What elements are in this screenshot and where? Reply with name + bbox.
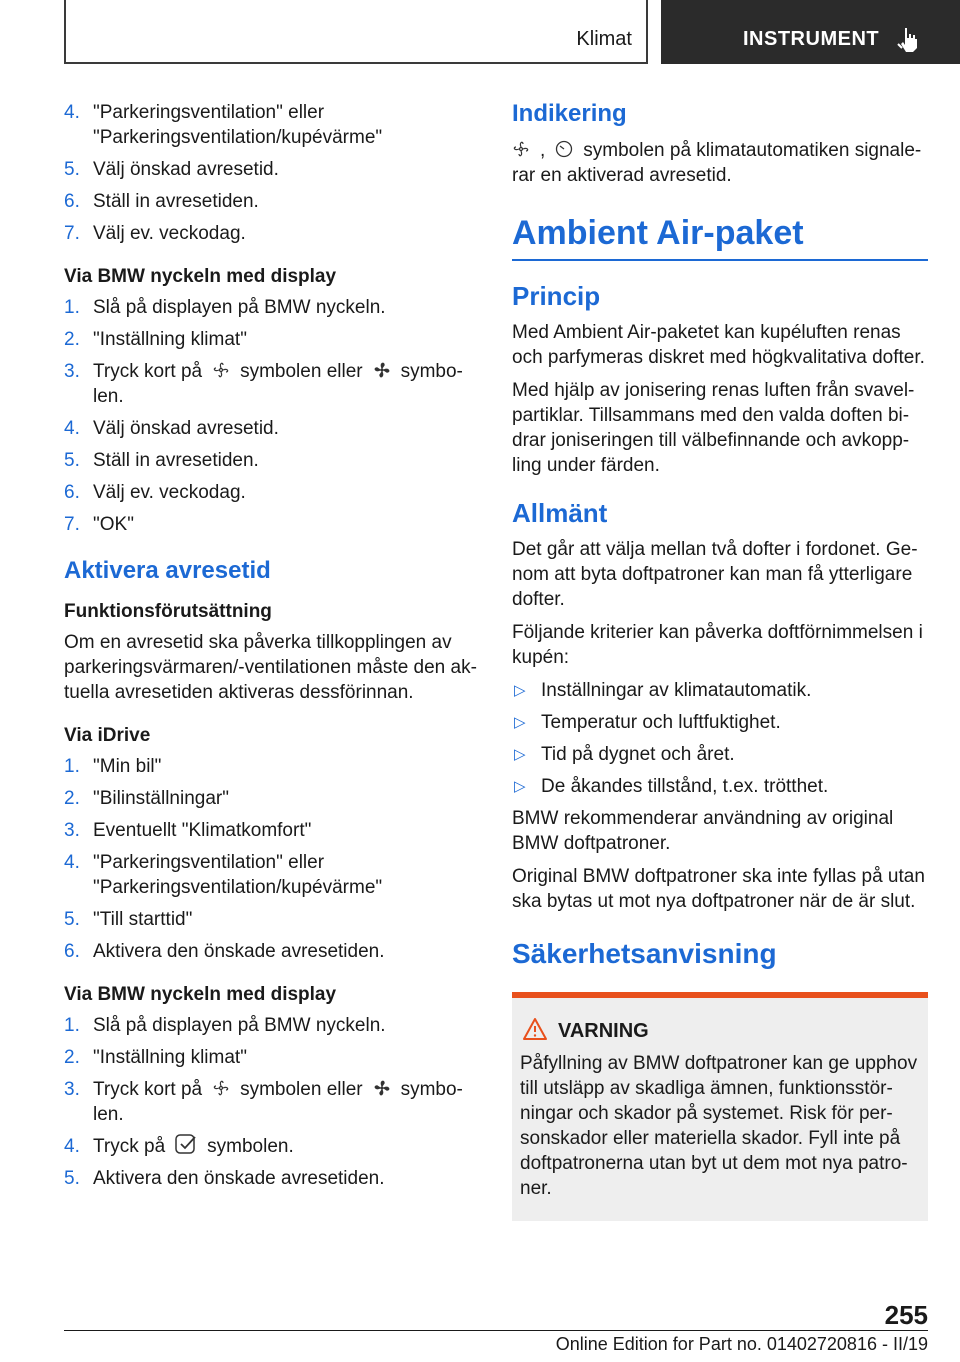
- header-chapter-box: [661, 0, 960, 64]
- edition-text: Online Edition for Part no. 01402720816 - II/19: [555, 1334, 928, 1354]
- header-section-box: [64, 0, 648, 64]
- general-paragraph-2: Följande kriterier kan påverka doftförnimmelsen i kupén:: [512, 622, 923, 668]
- warning-triangle-icon: [522, 1017, 548, 1041]
- warning-box: [512, 992, 928, 1221]
- list-item: 5. Aktivera den önskade avresetiden.: [64, 1168, 385, 1189]
- indicator-text: , symbolen på klimatautomatiken signale-rar en aktiverad avresetid.: [512, 140, 922, 186]
- general-paragraph-4: Original BMW doftpatroner ska inte fyllas på utan ska bytas ut mot nya doftpatroner när de är slut.: [512, 866, 925, 912]
- list-item: 1. Slå på displayen på BMW nyckeln.: [64, 1015, 386, 1036]
- heading-safety: Säkerhetsanvisning: [512, 938, 777, 969]
- list-item: 5. "Till starttid": [64, 909, 193, 930]
- page-number: 255: [884, 1300, 928, 1330]
- principle-paragraph-2: Med hjälp av jonisering renas luften från svavel-partiklar. Tillsammans med den valda doften bi-drar joniseringen till välbefinnande och avkopp-ling under färden.: [512, 380, 915, 476]
- triangle-bullet-icon: ▷: [514, 778, 526, 795]
- subheading-bmw-key: Via BMW nyckeln med display: [64, 266, 337, 287]
- list-item: 1. "Min bil": [64, 756, 162, 777]
- heading-ambient-air: Ambient Air-paket: [512, 214, 928, 261]
- triangle-bullet-icon: ▷: [514, 746, 526, 763]
- list-item: 2. "Inställning klimat": [64, 329, 247, 350]
- subheading-idrive: Via iDrive: [64, 725, 151, 746]
- list-item: 1. Slå på displayen på BMW nyckeln.: [64, 297, 386, 318]
- triangle-bullet-icon: ▷: [514, 682, 526, 699]
- list-item: 6. Ställ in avresetiden.: [64, 191, 259, 212]
- list-item: 3. Tryck kort på symbolen eller symbo-len.: [64, 1079, 463, 1125]
- steps-list-4: [64, 1013, 480, 1191]
- list-item: 7. Välj ev. veckodag.: [64, 223, 246, 244]
- criteria-list: [512, 678, 928, 799]
- heading-general: Allmänt: [512, 498, 608, 528]
- subheading-bmw-key-2: Via BMW nyckeln med display: [64, 984, 337, 1005]
- heading-principle: Princip: [512, 281, 601, 311]
- chapter-title: INSTRUMENT: [743, 28, 880, 50]
- check-box-icon: [175, 1134, 197, 1154]
- list-item: 4. Välj önskad avresetid.: [64, 418, 279, 439]
- heading-indicator: Indikering: [512, 100, 627, 127]
- fan-filled-icon: [373, 361, 391, 379]
- touch-hand-icon: [893, 24, 923, 54]
- list-item: 2. "Bilinställningar": [64, 788, 229, 809]
- prerequisite-text: Om en avresetid ska påverka tillkopplingen av parkeringsvärmaren/-ventilationen måste den ak-tuella avresetiden aktiveras dessförinnan.: [64, 632, 477, 703]
- fan-icon: [512, 140, 530, 158]
- list-item: 4. Tryck på symbolen.: [64, 1136, 294, 1157]
- subheading-prerequisite: Funktionsförutsättning: [64, 601, 272, 622]
- list-item: 4. "Parkeringsventilation" eller "Parkeringsventilation/kupévärme": [64, 102, 383, 148]
- list-item: 6. Välj ev. veckodag.: [64, 482, 246, 503]
- list-item: 4. "Parkeringsventilation" eller "Parkeringsventilation/kupévärme": [64, 852, 383, 898]
- list-item: 5. Välj önskad avresetid.: [64, 159, 279, 180]
- steps-list-3: [64, 754, 480, 964]
- fan-icon: [212, 361, 230, 379]
- general-paragraph-3: BMW rekommenderar användning av original BMW doftpatroner.: [512, 808, 894, 854]
- principle-paragraph-1: Med Ambient Air-paketet kan kupéluften renas och parfymeras diskret med högkvalitativa dofter.: [512, 322, 925, 368]
- list-item: ▷ Tid på dygnet och året.: [514, 744, 735, 765]
- warning-text: Påfyllning av BMW doftpatroner kan ge upphov till utsläpp av skadliga ämnen, funktionsstör-ningar och skador på systemet. Risk för per-sonskador eller materiella skador. Fyll inte på doftpatronerna utan byt ut dem mot nya patro-ner.: [520, 1053, 918, 1199]
- steps-list-1: [64, 100, 480, 246]
- triangle-bullet-icon: ▷: [514, 714, 526, 731]
- list-item: ▷ Temperatur och luftfuktighet.: [514, 712, 781, 733]
- list-item: 6. Aktivera den önskade avresetiden.: [64, 941, 385, 962]
- general-paragraph-1: Det går att välja mellan två dofter i fordonet. Ge-nom att byta doftpatroner kan man få ytterligare dofter.: [512, 539, 918, 610]
- left-column: [64, 100, 480, 1198]
- fan-icon: [212, 1079, 230, 1097]
- footer-divider: [64, 1330, 928, 1331]
- warning-title: VARNING: [558, 1020, 920, 1043]
- list-item: ▷ De åkandes tillstånd, t.ex. trötthet.: [514, 776, 829, 797]
- steps-list-2: [64, 295, 480, 537]
- list-item: 2. "Inställning klimat": [64, 1047, 247, 1068]
- right-column: [512, 100, 928, 1221]
- fan-filled-icon: [373, 1079, 391, 1097]
- section-title: Klimat: [576, 28, 632, 50]
- list-item: 3. Eventuellt "Klimatkomfort": [64, 820, 312, 841]
- clock-icon: [555, 140, 573, 158]
- list-item: 5. Ställ in avresetiden.: [64, 450, 259, 471]
- list-item: ▷ Inställningar av klimatautomatik.: [514, 680, 812, 701]
- heading-activate: Aktivera avresetid: [64, 557, 271, 584]
- list-item: 7. "OK": [64, 514, 134, 535]
- list-item: 3. Tryck kort på symbolen eller symbo-len.: [64, 361, 463, 407]
